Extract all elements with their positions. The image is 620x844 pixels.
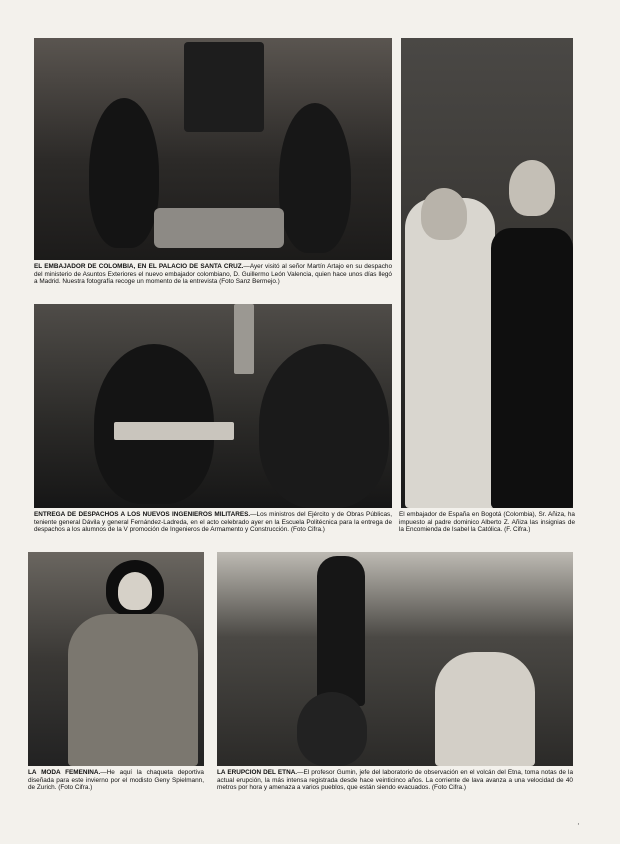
caption-etna-body: —El profesor Gumin, jefe del laboratorio de observación en el volcán del Etna, toma notas de la actual erupción, la más intensa registrada desde hace veinticinco años. La corriente de lava avanza a una velocidad de 40 metros por hora y amenaza a varios pueblos, que están siendo evacuados. (Foto Cifra.) (217, 769, 573, 792)
standing-man (317, 556, 365, 706)
priest-head (421, 188, 467, 240)
crouching-man (435, 652, 535, 766)
table-papers (114, 422, 234, 440)
person-right (279, 103, 351, 253)
officers-right (259, 344, 389, 508)
caption-etna-head: LA ERUPCIÓN DEL ETNA. (217, 769, 298, 776)
caption-moda (28, 769, 204, 809)
caption-moda-head: LA MODA FEMENINA. (28, 769, 101, 776)
model-jacket (68, 614, 198, 766)
caption-despachos-head: ENTREGA DE DESPACHOS A LOS NUEVOS INGENIEROS MILITARES. (34, 511, 251, 518)
priest-white-robe (405, 198, 495, 508)
caption-despachos-body: —Los ministros del Ejército y de Obras Públicas, teniente general Dávila y general Fernández-Ladreda, en el acto celebrado ayer en la Escuela Politécnica para la entrega de despachos a los alumnos de la V promoción de Ingenieros de Armamento y Construcción. (Foto Cifra.) (34, 511, 392, 534)
person-left (89, 98, 159, 248)
kneeling-man (297, 692, 367, 766)
corner-mark: · (577, 820, 580, 830)
photo-embajador (34, 38, 392, 260)
caption-embajador-body: —Ayer visitó al señor Martín Artajo en su despacho del ministerio de Asuntos Exteriores el nuevo embajador colombiano, D. Guillermo León Valencia, quien hace unos días llegó a Madrid. Nuestra fotografía recoge un momento de la entrevista (Foto Sanz Bermejo.) (34, 263, 392, 286)
photo-despachos (34, 304, 392, 508)
caption-moda-body: —He aquí la chaqueta deportiva diseñada para este invierno por el modisto Geny Spielmann, de Zurich. (Foto Cifra.) (28, 769, 204, 792)
model-face (118, 572, 152, 610)
caption-embajador (34, 263, 392, 301)
painting (184, 42, 264, 132)
caption-bogota (399, 511, 575, 549)
ambassador-head (509, 160, 555, 216)
caption-bogota-body: El embajador de España en Bogotá (Colombia), Sr. Añiza, ha impuesto al padre dominico Alberto Z. Añiza las insignias de la Encomienda de Isabel la Católica. (F. Cifra.) (399, 511, 575, 534)
photo-bogota (401, 38, 573, 508)
ambassador-dark (491, 228, 573, 508)
photo-etna (217, 552, 573, 766)
caption-etna (217, 769, 573, 809)
table (154, 208, 284, 248)
window-light (234, 304, 254, 374)
caption-embajador-head: EL EMBAJADOR DE COLOMBIA, EN EL PALACIO DE SANTA CRUZ. (34, 263, 244, 270)
caption-despachos (34, 511, 392, 549)
photo-moda (28, 552, 204, 766)
